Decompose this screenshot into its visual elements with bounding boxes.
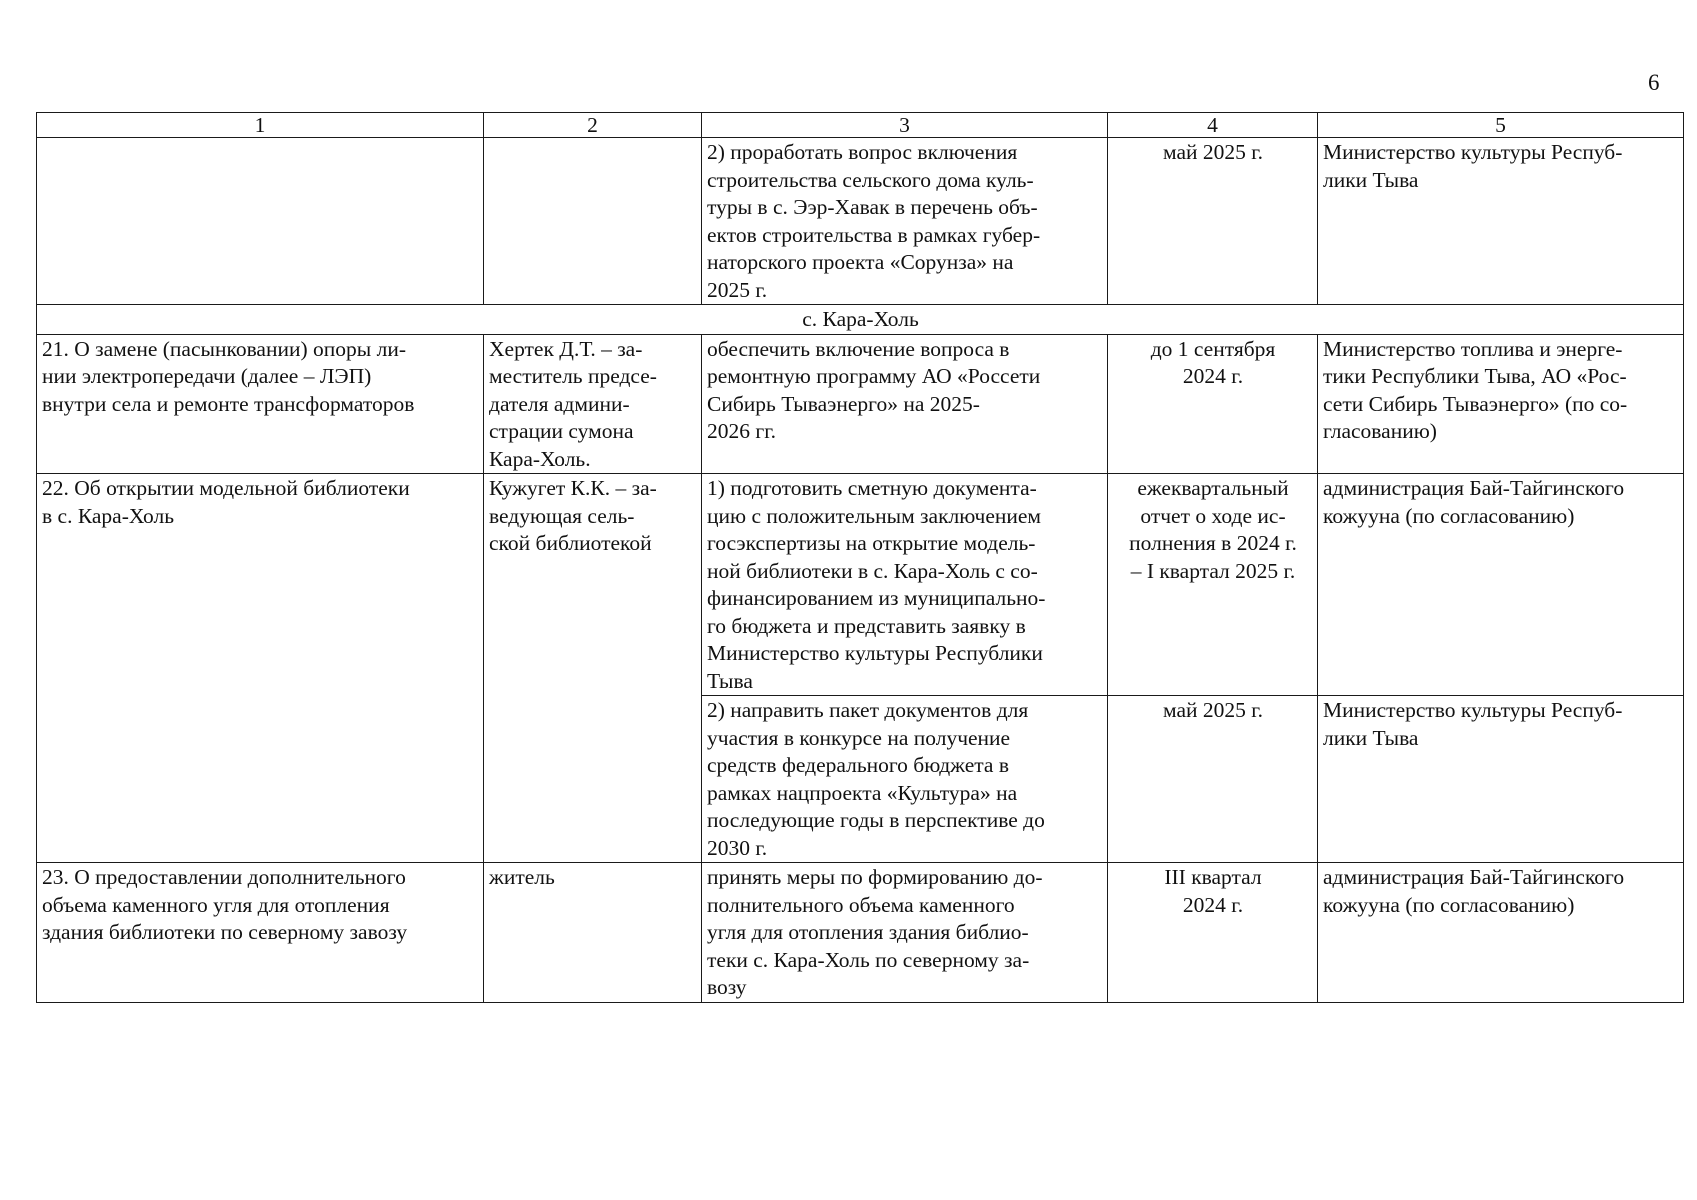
header-col-1: 1 (37, 113, 484, 138)
text-line: теки с. Кара-Холь по северному за- (707, 947, 1030, 972)
deadline-cell (1108, 696, 1318, 863)
text-line: Министерство культуры Респуб- (1323, 698, 1623, 722)
person-cell (484, 334, 702, 474)
text-line: дателя админи- (489, 391, 630, 416)
text-line: здания библиотеки по северному завозу (42, 920, 408, 944)
text-line: обеспечить включение вопроса в (707, 336, 1010, 361)
text-line: житель (489, 865, 555, 889)
responsible-cell (1318, 334, 1684, 474)
text-line: го бюджета и представить заявку в (707, 613, 1026, 638)
text-line: Тыва (707, 668, 753, 693)
text-line: туры в с. Ээр-Хавак в перечень объ- (707, 195, 1038, 219)
table-row (37, 138, 1684, 305)
text-line: угля для отопления здания библио- (707, 920, 1029, 944)
text-line: Сибирь Тываэнерго» на 2025- (707, 391, 980, 416)
text-line: полнительного объема каменного (707, 892, 1015, 917)
text-line: объема каменного угля для отопления (42, 892, 390, 917)
deadline-cell (1108, 334, 1318, 474)
text-line: лики Тыва (1323, 167, 1419, 192)
header-col-4: 4 (1108, 113, 1318, 138)
text-line: ектов строительства в рамках губер- (707, 222, 1041, 247)
text-line: гласованию) (1323, 419, 1437, 443)
action-cell (702, 474, 1108, 696)
text-line: лики Тыва (1323, 725, 1419, 750)
text-line: Министерство топлива и энерге- (1323, 336, 1623, 361)
text-line: строительства сельского дома куль- (707, 167, 1034, 192)
text-line: III квартал (1164, 865, 1262, 889)
text-line: 22. Об открытии модельной библиотеки (42, 476, 410, 500)
person-cell (484, 474, 702, 863)
text-line: ской библиотекой (489, 531, 652, 555)
text-line: 2024 г. (1182, 892, 1244, 917)
text-line: Кара-Холь. (489, 446, 591, 471)
text-line: рамках нацпроекта «Культура» на (707, 780, 1018, 805)
text-line: меститель предсе- (489, 364, 657, 388)
table-row (37, 863, 1684, 1003)
text-line: нии электропередачи (далее – ЛЭП) (42, 364, 372, 388)
text-line: госэкспертизы на открытие модель- (707, 531, 1036, 555)
issue-cell (37, 474, 484, 863)
text-line: до 1 сентября (1150, 336, 1276, 361)
text-line: ной библиотеки в с. Кара-Холь с со- (707, 558, 1038, 583)
header-col-3: 3 (702, 113, 1108, 138)
table-row (37, 334, 1684, 474)
text-line: участия в конкурсе на получение (707, 725, 1011, 750)
text-line: 2025 г. (707, 277, 768, 302)
text-line: Министерство культуры Респуб- (1323, 140, 1623, 164)
deadline-cell (1108, 863, 1318, 1003)
text-line: в с. Кара-Холь (42, 503, 175, 528)
header-row (37, 113, 1684, 138)
action-cell (702, 138, 1108, 305)
text-line: кожууна (по согласованию) (1323, 503, 1575, 528)
responsible-cell (1318, 138, 1684, 305)
text-line: последующие годы в перспективе до (707, 808, 1045, 832)
deadline-cell (1108, 138, 1318, 305)
issue-cell (37, 138, 484, 305)
text-line: администрация Бай-Тайгинского (1323, 865, 1625, 889)
text-line: кожууна (по согласованию) (1323, 892, 1575, 917)
text-line: Кужугет К.К. – за- (489, 476, 657, 500)
issue-cell (37, 334, 484, 474)
text-line: ежеквартальный (1137, 476, 1289, 500)
page-number: 6 (1648, 70, 1660, 95)
deadline-cell (1108, 474, 1318, 696)
text-line: наторского проекта «Сорунза» на (707, 250, 1014, 274)
action-cell (702, 696, 1108, 863)
text-line: 1) подготовить сметную документа- (707, 476, 1037, 500)
text-line: страции сумона (489, 419, 634, 443)
person-cell (484, 138, 702, 305)
text-line: внутри села и ремонте трансформаторов (42, 391, 415, 416)
text-line: 2026 гг. (707, 419, 776, 443)
text-line: возу (707, 975, 747, 999)
text-line: ремонтную программу АО «Россети (707, 364, 1041, 388)
section-row (37, 305, 1684, 335)
text-line: 2) направить пакет документов для (707, 698, 1029, 722)
text-line: отчет о ходе ис- (1140, 503, 1286, 528)
text-line: тики Республики Тыва, АО «Рос- (1323, 364, 1627, 388)
text-line: администрация Бай-Тайгинского (1323, 476, 1625, 500)
text-line: 2030 г. (707, 835, 768, 860)
text-line: 2) проработать вопрос включения (707, 140, 1018, 164)
responsible-cell (1318, 696, 1684, 863)
action-cell (702, 863, 1108, 1003)
text-line: 2024 г. (1182, 364, 1244, 388)
text-line: финансированием из муниципально- (707, 586, 1046, 610)
text-line: Министерство культуры Республики (707, 641, 1043, 665)
text-line: цию с положительным заключением (707, 503, 1042, 528)
text-line: средств федерального бюджета в (707, 753, 1009, 777)
text-line: сети Сибирь Тываэнерго» (по со- (1323, 391, 1628, 416)
responsible-cell (1318, 863, 1684, 1003)
header-col-5: 5 (1318, 113, 1684, 138)
text-line: 21. О замене (пасынковании) опоры ли- (42, 336, 406, 361)
text-line: 23. О предоставлении дополнительного (42, 865, 406, 889)
text-line: – I квартал 2025 г. (1130, 558, 1296, 583)
text-line: полнения в 2024 г. (1129, 531, 1297, 555)
action-cell (702, 334, 1108, 474)
header-col-2: 2 (484, 113, 702, 138)
table-row (37, 474, 1684, 696)
text-line: принять меры по формированию до- (707, 865, 1043, 889)
text-line: май 2025 г. (1162, 698, 1264, 722)
text-line: Хертек Д.Т. – за- (489, 336, 643, 361)
person-cell (484, 863, 702, 1003)
issue-cell (37, 863, 484, 1003)
responsible-cell (1318, 474, 1684, 696)
section-title: с. Кара-Холь (37, 305, 1684, 335)
text-line: май 2025 г. (1162, 140, 1264, 164)
text-line: ведующая сель- (489, 503, 635, 528)
measures-table (36, 112, 1684, 1003)
